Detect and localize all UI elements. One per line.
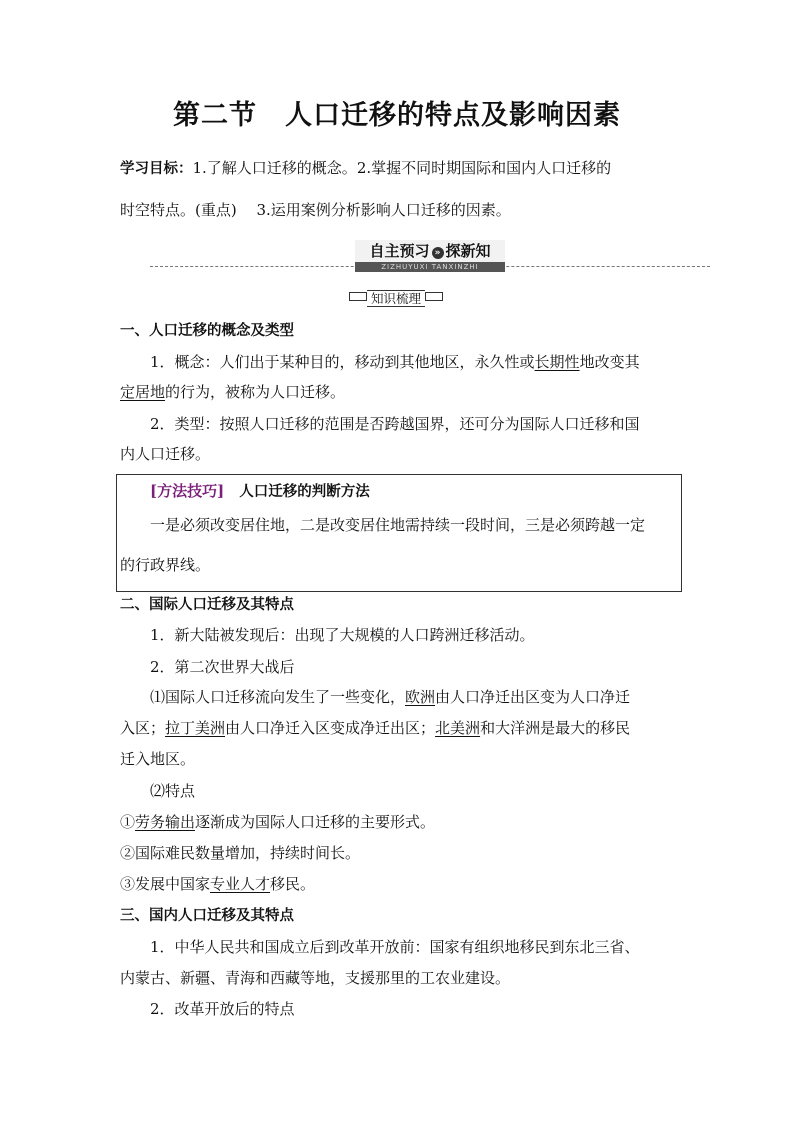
underlined-term: 长期性 xyxy=(534,353,580,371)
text: ③发展中国家 xyxy=(120,875,211,893)
section-3-p1-line-1: 1．中华人民共和国成立后到改革开放前：国家有组织地移民到东北三省、 xyxy=(150,938,640,956)
method-box-line-2: 的行政界线。 xyxy=(120,556,211,574)
underlined-term: 劳务输出 xyxy=(135,813,196,831)
section-1-p2-line-1: 2．类型：按照人口迁移的范围是否跨越国界，还可分为国际人口迁移和国 xyxy=(150,415,640,433)
banner-arrow-icon: » xyxy=(432,247,444,259)
underlined-term: 拉丁美洲 xyxy=(165,719,226,737)
tag-left-bar-icon xyxy=(349,292,367,301)
section-1-p2-line-2: 内人口迁移。 xyxy=(120,445,211,463)
text: 的行为，被称为人口迁移。 xyxy=(165,383,346,401)
section-3-p2: 2．改革开放后的特点 xyxy=(150,1000,295,1018)
method-tag: [方法技巧] xyxy=(150,482,225,500)
page-title: 第二节 人口迁移的特点及影响因素 xyxy=(173,100,621,131)
objectives-label: 学习目标： xyxy=(120,161,193,177)
banner-pinyin: ZIZHUYUXI TANXINZHI xyxy=(355,262,505,272)
banner-title xyxy=(355,240,505,262)
tag-text: 知识梳理 xyxy=(367,290,425,307)
section-3-p1-line-2: 内蒙古、新疆、青海和西藏等地，支援那里的工农业建设。 xyxy=(120,969,511,987)
section-2-p4: ⑵特点 xyxy=(150,782,196,800)
section-2-p6: ②国际难民数量增加，持续时间长。 xyxy=(120,844,361,862)
text: 移民。 xyxy=(270,875,316,893)
text: 地改变其 xyxy=(579,353,640,371)
underlined-term: 欧洲 xyxy=(405,688,436,706)
section-banner xyxy=(150,238,710,278)
text: ① xyxy=(120,813,136,831)
section-2-p1: 1．新大陆被发现后：出现了大规模的人口跨洲迁移活动。 xyxy=(150,626,535,644)
text: ⑴国际人口迁移流向发生了一些变化， xyxy=(150,688,406,706)
tag-right-bar-icon xyxy=(425,292,443,301)
text: 和大洋洲是最大的移民 xyxy=(480,719,631,737)
learning-objectives-line-2: 时空特点。(重点) 3.运用案例分析影响人口迁移的因素。 xyxy=(120,201,511,219)
method-box-title xyxy=(150,480,370,503)
text: 由人口净迁出区变为人口净迁 xyxy=(435,688,631,706)
section-3-heading: 三、国内人口迁移及其特点 xyxy=(120,908,294,924)
banner-left-text: 自主预习 xyxy=(369,242,430,260)
text: 由人口净迁入区变成净迁出区； xyxy=(225,719,436,737)
underlined-term: 北美洲 xyxy=(435,719,481,737)
underlined-term: 专业人才 xyxy=(210,875,271,893)
section-1-p1-line-1 xyxy=(150,351,640,373)
section-2-p5 xyxy=(120,811,435,833)
method-title: 人口迁移的判断方法 xyxy=(239,484,370,500)
section-2-p3-line-2 xyxy=(120,717,630,739)
section-2-heading: 二、国际人口迁移及其特点 xyxy=(120,597,294,613)
text: 入区； xyxy=(120,719,166,737)
section-2-p2: 2．第二次世界大战后 xyxy=(150,658,295,676)
section-2-p3-line-3: 迁入地区。 xyxy=(120,750,196,768)
method-box-line-1: 一是必须改变居住地，二是改变居住地需持续一段时间，三是必须跨越一定 xyxy=(150,516,646,534)
objectives-text-1: 1.了解人口迁移的概念。2.掌握不同时期国际和国内人口迁移的 xyxy=(192,159,612,177)
section-1-heading: 一、人口迁移的概念及类型 xyxy=(120,323,294,339)
banner-right-text: 探新知 xyxy=(445,242,491,260)
text: 逐渐成为国际人口迁移的主要形式。 xyxy=(195,813,436,831)
learning-objectives-line-1 xyxy=(120,157,611,180)
text: 1．概念：人们出于某种目的，移动到其他地区，永久性或 xyxy=(150,353,535,371)
underlined-term: 定居地 xyxy=(120,383,166,401)
knowledge-tag xyxy=(343,290,449,308)
section-2-p3-line-1 xyxy=(150,686,630,708)
section-2-p7 xyxy=(120,873,315,895)
section-1-p1-line-2 xyxy=(120,381,345,403)
